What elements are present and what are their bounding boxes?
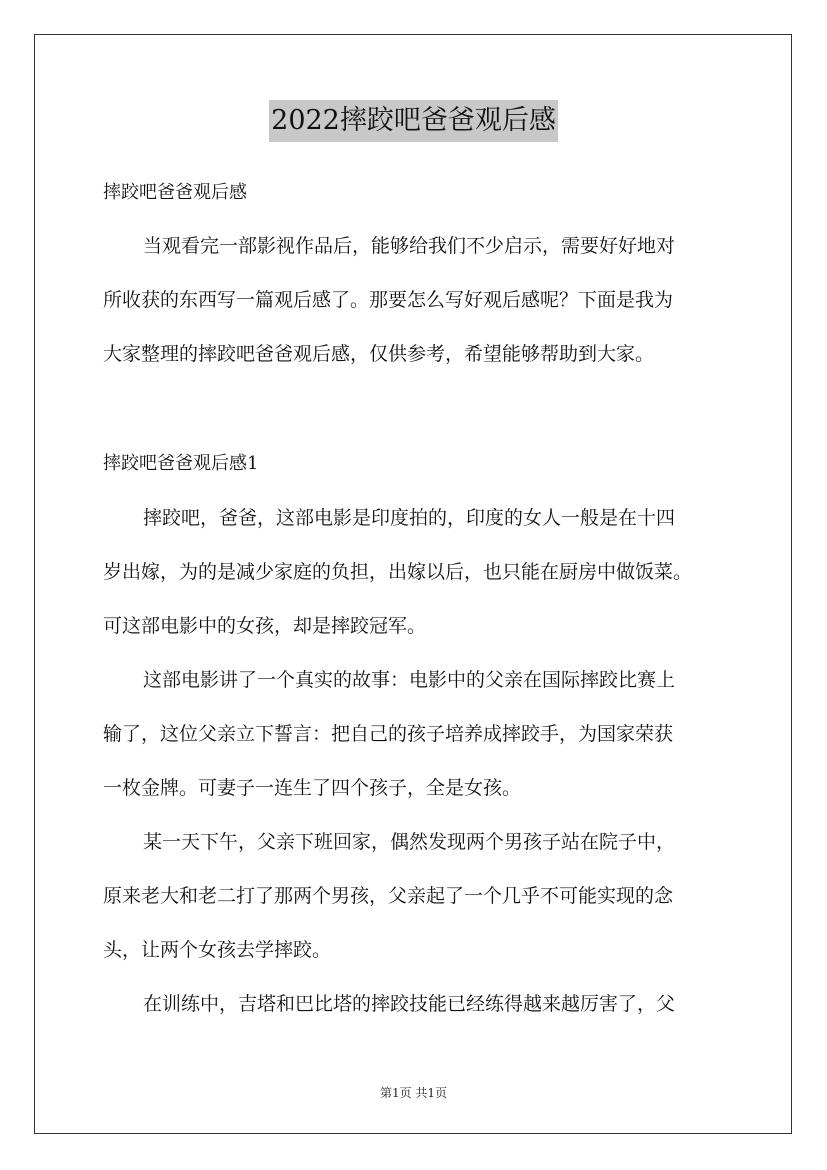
paragraph-line: 所收获的东西写一篇观后感了。那要怎么写好观后感呢？下面是我为 [103, 289, 674, 311]
paragraph-line: 在训练中，吉塔和巴比塔的摔跤技能已经练得越来越厉害了，父 [143, 993, 676, 1015]
page-footer: 第1页 共1页 [379, 1086, 448, 1100]
paragraph-line: 输了，这位父亲立下誓言：把自己的孩子培养成摔跤手，为国家荣获 [103, 723, 674, 745]
paragraph-line: 大家整理的摔跤吧爸爸观后感，仅供参考，希望能够帮助到大家。 [103, 343, 655, 365]
paragraph-line: 当观看完一部影视作品后，能够给我们不少启示，需要好好地对 [143, 235, 676, 257]
paragraph-line: 这部电影讲了一个真实的故事：电影中的父亲在国际摔跤比赛上 [143, 669, 676, 691]
section1-body [103, 491, 728, 1031]
section1-heading: 摔跤吧爸爸观后感1 [103, 453, 259, 474]
paragraph-line: 一枚金牌。可妻子一连生了四个孩子，全是女孩。 [103, 777, 522, 799]
intro-paragraph [103, 219, 728, 381]
paragraph-line: 原来老大和老二打了那两个男孩，父亲起了一个几乎不可能实现的念 [103, 885, 674, 907]
document-title: 2022摔跤吧爸爸观后感 [269, 100, 558, 142]
paragraph-line: 岁出嫁，为的是减少家庭的负担，出嫁以后，也只能在厨房中做饭菜。 [103, 561, 693, 583]
paragraph-line: 可这部电影中的女孩，却是摔跤冠军。 [103, 615, 427, 637]
paragraph-line: 头，让两个女孩去学摔跤。 [103, 939, 332, 961]
paragraph-line: 摔跤吧，爸爸，这部电影是印度拍的，印度的女人一般是在十四 [143, 507, 676, 529]
title-wrap [0, 100, 827, 142]
paragraph-line: 某一天下午，父亲下班回家，偶然发现两个男孩子站在院子中， [143, 831, 676, 853]
intro-heading: 摔跤吧爸爸观后感 [103, 182, 247, 203]
